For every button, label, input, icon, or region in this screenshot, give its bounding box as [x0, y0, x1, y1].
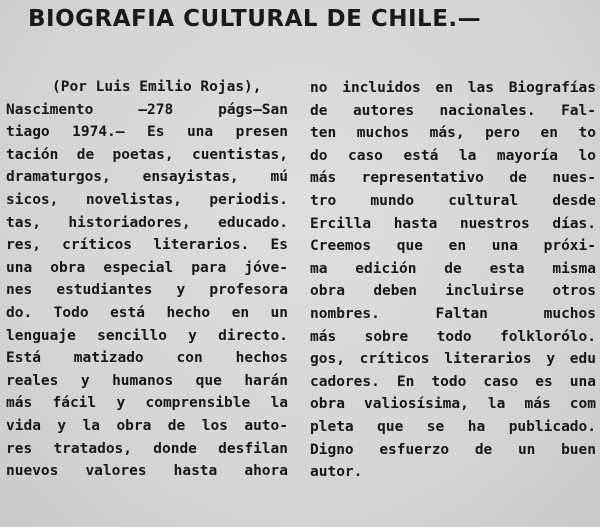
text-line: res, críticos literarios. Es — [6, 237, 288, 254]
text-line: do caso está la mayoría lo — [310, 147, 596, 164]
text-line: de autores nacionales. Fal- — [310, 102, 596, 119]
text-line: tación de poetas, cuentistas, — [6, 146, 288, 163]
text-line: más representativo de nues- — [310, 170, 596, 187]
text-line: cadores. En todo caso es una — [310, 373, 596, 390]
text-line: obra deben incluirse otros — [310, 283, 596, 300]
text-line: lenguaje sencillo y directo. — [6, 327, 288, 344]
text-line: ma edición de esta misma — [310, 260, 596, 277]
text-line: gos, críticos literarios y edu — [310, 351, 596, 368]
article-title: BIOGRAFIA CULTURAL DE CHILE.— — [28, 6, 482, 32]
text-line: Digno esfuerzo de un buen — [310, 441, 596, 458]
left-column — [6, 76, 288, 483]
right-column — [310, 77, 596, 484]
text-line: una obra especial para jóve- — [6, 259, 288, 276]
text-line: Creemos que en una próxi- — [310, 238, 596, 255]
text-line: (Por Luis Emilio Rojas), — [52, 79, 262, 95]
text-line: vida y la obra de los auto- — [6, 417, 288, 434]
text-line: nombres. Faltan muchos — [310, 305, 596, 322]
text-line: sicos, novelistas, periodis. — [6, 191, 288, 208]
text-line: Está matizado con hechos — [6, 350, 288, 367]
text-line: tiago 1974.— Es una presen — [6, 124, 288, 141]
text-line: autor. — [310, 464, 363, 481]
text-line: más sobre todo folklorólo. — [310, 328, 596, 345]
text-line: tro mundo cultural desde — [310, 192, 596, 209]
text-line: nuevos valores hasta ahora — [6, 463, 288, 480]
text-line: tas, historiadores, educado. — [6, 214, 288, 231]
text-line: Ercilla hasta nuestros días. — [310, 215, 596, 232]
text-line: no incluidos en las Biografías — [310, 80, 596, 96]
text-line: pleta que se ha publicado. — [310, 418, 596, 435]
text-line: reales y humanos que harán — [6, 372, 288, 389]
text-line: ten muchos más, pero en to — [310, 125, 596, 142]
text-line: res tratados, donde desfilan — [6, 440, 288, 457]
text-line: dramaturgos, ensayistas, mú — [6, 169, 288, 186]
text-line: Nascimento —278 págs—San — [6, 101, 288, 118]
text-line: obra valiosísima, la más com — [310, 396, 596, 413]
text-line: nes estudiantes y profesora — [6, 282, 288, 299]
text-line: más fácil y comprensible la — [6, 395, 288, 412]
text-line: do. Todo está hecho en un — [6, 304, 288, 321]
